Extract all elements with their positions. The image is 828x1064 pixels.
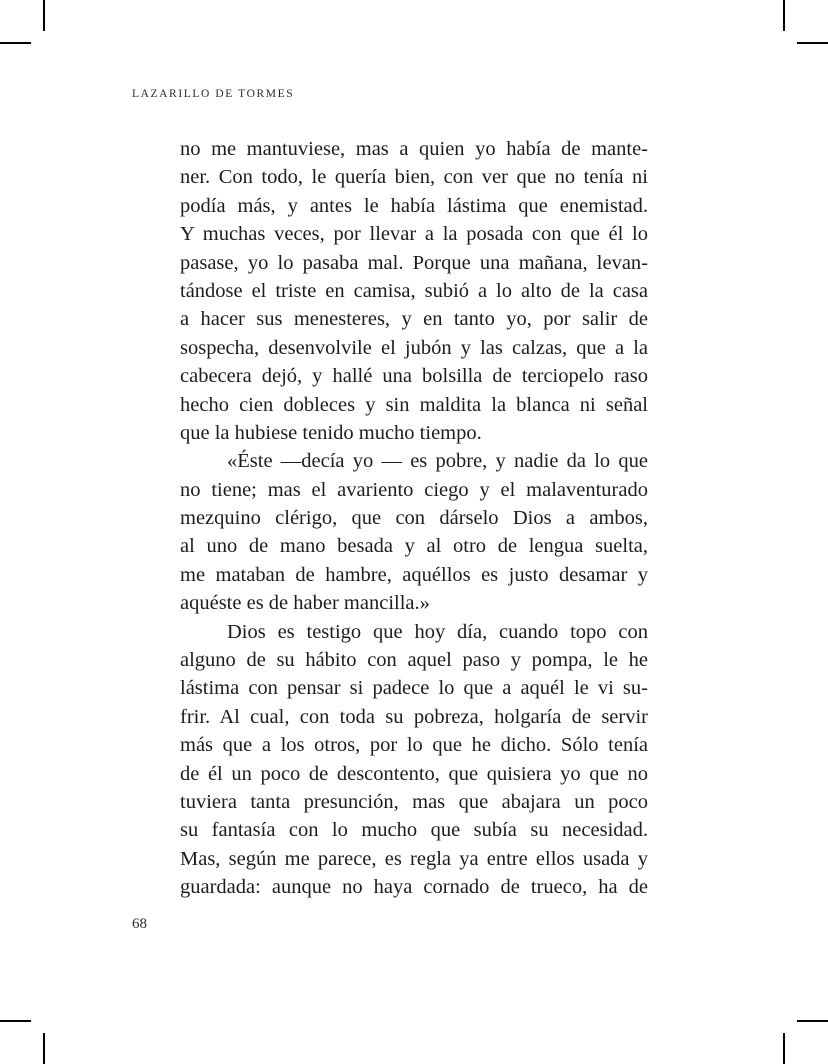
- text-line: de él un poco de descontento, que quisiera yo que no: [180, 762, 648, 785]
- text-line: su fantasía con lo mucho que subía su necesidad.: [180, 819, 648, 842]
- text-line: guardada: aunque no haya cornado de trueco, ha de: [180, 876, 648, 899]
- running-head: LAZARILLO DE TORMES: [132, 88, 295, 100]
- text-line: aquéste es de haber mancilla.»: [180, 592, 430, 615]
- text-line: tándose el triste en camisa, subió a lo alto de la casa: [180, 279, 648, 302]
- page-number: 68: [132, 916, 147, 932]
- text-line: pasase, yo lo pasaba mal. Porque una mañana, levan-: [180, 251, 648, 274]
- text-line: mezquino clérigo, que con dárselo Dios a ambos,: [180, 507, 648, 530]
- text-line: tuviera tanta presunción, mas que abajara un poco: [180, 790, 648, 813]
- text-line: Dios es testigo que hoy día, cuando topo con: [227, 620, 648, 643]
- text-line: más que a los otros, por lo que he dicho. Sólo tenía: [180, 734, 648, 757]
- text-line: ner. Con todo, le quería bien, con ver que no tenía ni: [180, 166, 648, 189]
- text-line: a hacer sus menesteres, y en tanto yo, por salir de: [180, 308, 648, 331]
- text-line: me mataban de hambre, aquéllos es justo desamar y: [180, 563, 648, 586]
- text-line: lástima con pensar si padece lo que a aquél le vi su-: [180, 677, 648, 700]
- text-line: hecho cien dobleces y sin maldita la blanca ni señal: [180, 393, 648, 416]
- text-line: podía más, y antes le había lástima que enemistad.: [180, 194, 648, 217]
- text-line: frir. Al cual, con toda su pobreza, holgaría de servir: [180, 705, 648, 728]
- body-text: [180, 135, 648, 902]
- crop-mark-bottom-left-horizontal: [0, 1020, 31, 1022]
- text-line: cabecera dejó, y hallé una bolsilla de terciopelo raso: [180, 365, 648, 388]
- text-line: que la hubiese tenido mucho tiempo.: [180, 421, 482, 444]
- crop-mark-top-left-horizontal: [0, 42, 31, 44]
- text-line: Mas, según me parece, es regla ya entre ellos usada y: [180, 847, 648, 870]
- text-line: Y muchas veces, por llevar a la posada con que él lo: [180, 223, 648, 246]
- text-line: «Éste —decía yo — es pobre, y nadie da lo que: [227, 450, 648, 473]
- text-line: alguno de su hábito con aquel paso y pompa, le he: [180, 649, 648, 672]
- text-line: no me mantuviese, mas a quien yo había de mante-: [180, 138, 648, 160]
- crop-mark-bottom-right-vertical: [783, 1033, 785, 1064]
- text-line: al uno de mano besada y al otro de lengua suelta,: [180, 535, 648, 558]
- text-line: sospecha, desenvolvile el jubón y las calzas, que a la: [180, 336, 648, 359]
- crop-mark-bottom-left-vertical: [43, 1033, 45, 1064]
- text-line: no tiene; mas el avariento ciego y el malaventurado: [180, 478, 648, 501]
- crop-mark-top-right-horizontal: [797, 42, 828, 44]
- crop-mark-top-left-vertical: [43, 0, 45, 31]
- crop-mark-top-right-vertical: [783, 0, 785, 31]
- crop-mark-bottom-right-horizontal: [797, 1020, 828, 1022]
